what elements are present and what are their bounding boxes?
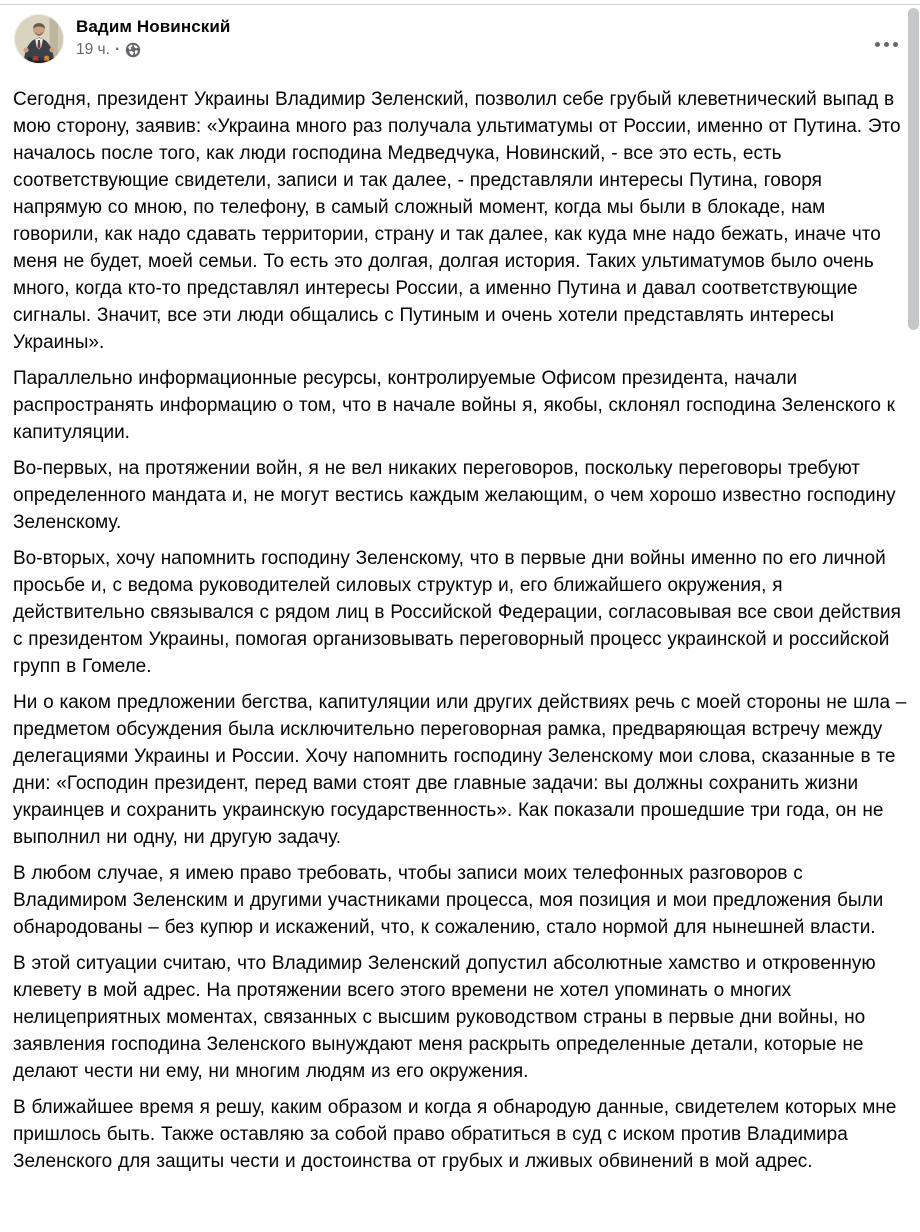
post-header [0, 0, 920, 64]
scrollbar-thumb[interactable] [908, 8, 919, 330]
globe-public-icon [125, 42, 141, 58]
post-paragraph: Ни о каком предложении бегства, капитуляции или других действиях речь с моей стороны не шла – предметом обсуждения была исключительно переговорная рамка, предваряющая встречу между делегациями Украины и России. Хочу напомнить господину Зеленскому мои слова, сказанные в те дни: «Господин президент, перед вами стоят две главные задачи: вы должны сохранить жизни украинцев и сохранить украинскую государственность». Как показали прошедшие три года, он не выполнил ни одну, ни другую задачу. [13, 692, 907, 848]
author-name[interactable]: Вадим Новинский [76, 17, 231, 36]
three-dots-icon [884, 42, 889, 47]
post-body-text [0, 86, 920, 1175]
meta-separator: · [114, 41, 121, 58]
post-paragraph: Параллельно информационные ресурсы, контролируемые Офисом президента, начали распространять информацию о том, что в начале войны я, якобы, склонял господина Зеленского к капитуляции. [13, 368, 895, 443]
profile-photo-icon [15, 15, 63, 63]
post-meta [76, 40, 904, 59]
post-paragraph: В этой ситуации считаю, что Владимир Зеленский допустил абсолютные хамство и откровенную клевету в мой адрес. На протяжении всего этого времени не хотел упоминать о многих нелицеприятных моментах, связанных с высшим руководством страны в первые дни войны, но заявления господина Зеленского вынуждают меня раскрыть определенные детали, которые не делают чести ни ему, ни многим людям из его окружения. [13, 953, 876, 1082]
post-paragraph: В любом случае, я имею право требовать, чтобы записи моих телефонных разговоров с Владимиром Зеленским и другими участниками процесса, моя позиция и мои предложения были обнародованы – без купюр и искажений, что, к сожалению, стало нормой для нынешней власти. [13, 863, 884, 938]
more-options-button[interactable] [871, 36, 902, 53]
header-text [76, 14, 904, 59]
post-paragraph: В ближайшее время я решу, каким образом и когда я обнародую данные, свидетелем которых мне пришлось быть. Также оставляю за собой право обратиться в суд с иском против Владимира Зеленского для защиты чести и достоинства от грубых и лживых обвинений в мой адрес. [13, 1097, 897, 1172]
timestamp[interactable]: 19 ч. [76, 41, 110, 58]
three-dots-icon [893, 42, 898, 47]
post-paragraph: Во-первых, на протяжении войн, я не вел никаких переговоров, поскольку переговоры требуют определенного мандата и, не могут вестись каждым желающим, о чем хорошо известно господину Зеленскому. [13, 458, 896, 533]
post-paragraph: Сегодня, президент Украины Владимир Зеленский, позволил себе грубый клеветнический выпад в мою сторону, заявив: «Украина много раз получала ультиматумы от России, именно от Путина. Это началось после того, как люди господина Медведчука, Новинский, - все это есть, есть соответствующие свидетели, записи и так далее, - представляли интересы Путина, говоря напрямую со мною, по телефону, в самый сложный момент, когда мы были в блокаде, нам говорили, как надо сдавать территории, страну и так далее, как куда мне надо бежать, иначе что меня не будет, моей семьи. То есть это долгая, долгая история. Таких ультиматумов было очень много, когда кто-то представлял интересы России, а именно Путина и давал соответствующие сигналы. Значит, все эти люди общались с Путиным и очень хотели представлять интересы Украины». [13, 89, 901, 353]
three-dots-icon [875, 42, 880, 47]
post-paragraph: Во-вторых, хочу напомнить господину Зеленскому, что в первые дни войны именно по его личной просьбе и, с ведома руководителей силовых структур и, его ближайшего окружения, я действительно связывался с рядом лиц в Российской Федерации, согласовывая все свои действия с президентом Украины, помогая организовывать переговорный процесс украинской и российской групп в Гомеле. [13, 548, 901, 677]
avatar[interactable] [14, 14, 64, 64]
